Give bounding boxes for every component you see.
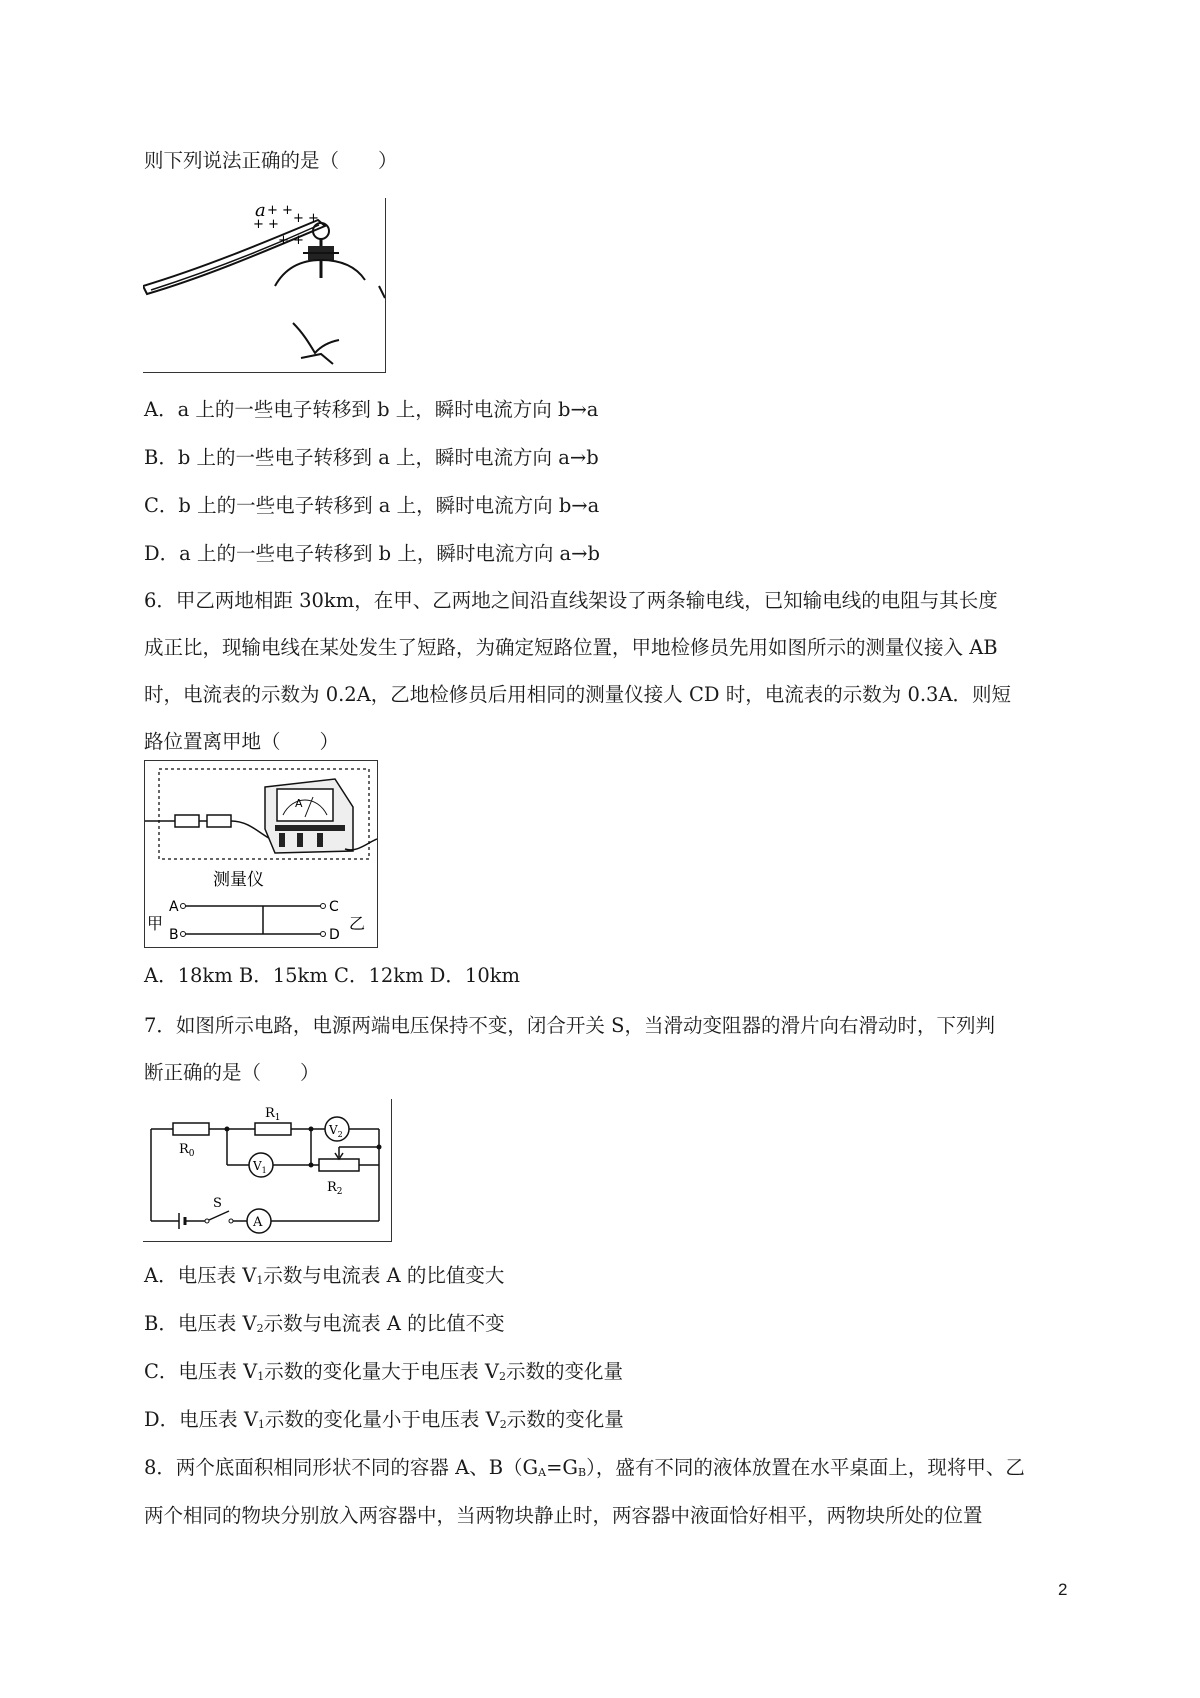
label-jia: 甲: [147, 914, 164, 933]
svg-text:+ +: + +: [278, 233, 304, 248]
svg-text:A: A: [295, 797, 303, 810]
page-number: 2: [1058, 1580, 1068, 1599]
q6-figure-measuring-instrument: [144, 760, 378, 948]
instrument-label: 测量仪: [213, 870, 264, 890]
q7-figure-circuit: [143, 1099, 392, 1242]
R0-label: R: [179, 1142, 189, 1157]
q6-options: A．18km B．15km C．12km D．10km: [144, 964, 521, 987]
switch-label: S: [213, 1196, 222, 1211]
label-yi: 乙: [349, 914, 366, 933]
q5-option-b: B．b 上的一些电子转移到 a 上，瞬时电流方向 a→b: [144, 446, 599, 469]
label-A: A: [169, 899, 179, 915]
svg-text:V1: $V_1$: [253, 1159, 267, 1175]
V1-label: V: [253, 1159, 262, 1173]
q7-option-a: A．电压表 $V_1$示数与电流表 A 的比值变大: [144, 1264, 505, 1287]
q7-option-c: C．电压表 $V_1$示数的变化量大于电压表 $V_2$示数的变化量: [144, 1360, 623, 1383]
svg-text:R1: $R_1$: [265, 1106, 281, 1123]
rod-label-a: a: [255, 200, 266, 221]
svg-text:+ +: + +: [293, 211, 319, 226]
R2-label: R: [327, 1180, 337, 1195]
q5-figure-electroscope: [143, 198, 386, 373]
q6-stem-line-3: 时，电流表的示数为 0.2A，乙地检修员后用相同的测量仪接人 CD 时，电流表的示数为 0.3A．则短: [144, 683, 1012, 706]
label-D: D: [329, 927, 340, 943]
q6-stem-line-2: 成正比，现输电线在某处发生了短路，为确定短路位置，甲地检修员先用如图所示的测量仪接入 AB: [144, 636, 998, 659]
q8-stem-line-1: 8．两个底面积相同形状不同的容器 A、$B(G_A=G_B)$，盛有不同的液体放置在水平桌面上，现将甲、乙: [144, 1456, 1025, 1479]
q7-stem-line-1: 7．如图所示电路，电源两端电压保持不变，闭合开关 S，当滑动变阻器的滑片向右滑动时，下列判: [144, 1014, 995, 1037]
label-C: C: [329, 899, 339, 915]
R1-label: R: [265, 1106, 275, 1121]
q5-option-d: D．a 上的一些电子转移到 b 上，瞬时电流方向 a→b: [144, 542, 600, 565]
svg-text:+ +: + +: [267, 203, 293, 218]
svg-text:R0: $R_0$: [179, 1142, 195, 1159]
svg-text:R2: $R_2$: [327, 1180, 343, 1197]
q8-stem-line-2: 两个相同的物块分别放入两容器中，当两物块静止时，两容器中液面恰好相平，两物块所处的位置: [144, 1504, 983, 1527]
V2-label: V: [329, 1123, 338, 1137]
q6-stem-line-4: 路位置离甲地（ ）: [144, 730, 340, 753]
label-B: B: [169, 927, 179, 943]
q7-option-b: B．电压表 $V_2$示数与电流表 A 的比值不变: [144, 1312, 505, 1335]
q7-option-d: D．电压表 $V_1$示数的变化量小于电压表 $V_2$示数的变化量: [144, 1408, 624, 1431]
svg-text:+ +: + +: [253, 217, 279, 232]
q5-option-a: A．a 上的一些电子转移到 b 上，瞬时电流方向 b→a: [144, 398, 599, 421]
q7-stem-line-2: 断正确的是（ ）: [144, 1061, 320, 1084]
q6-stem-line-1: 6．甲乙两地相距 30km，在甲、乙两地之间沿直线架设了两条输电线，已知输电线的电阻与其长度: [144, 589, 998, 612]
svg-text:V2: $V_2$: [329, 1123, 343, 1139]
q5-stem-tail: 则下列说法正确的是（ ）: [144, 149, 398, 172]
ammeter-label: A: [253, 1215, 263, 1230]
q5-option-c: C．b 上的一些电子转移到 a 上，瞬时电流方向 b→a: [144, 494, 600, 517]
